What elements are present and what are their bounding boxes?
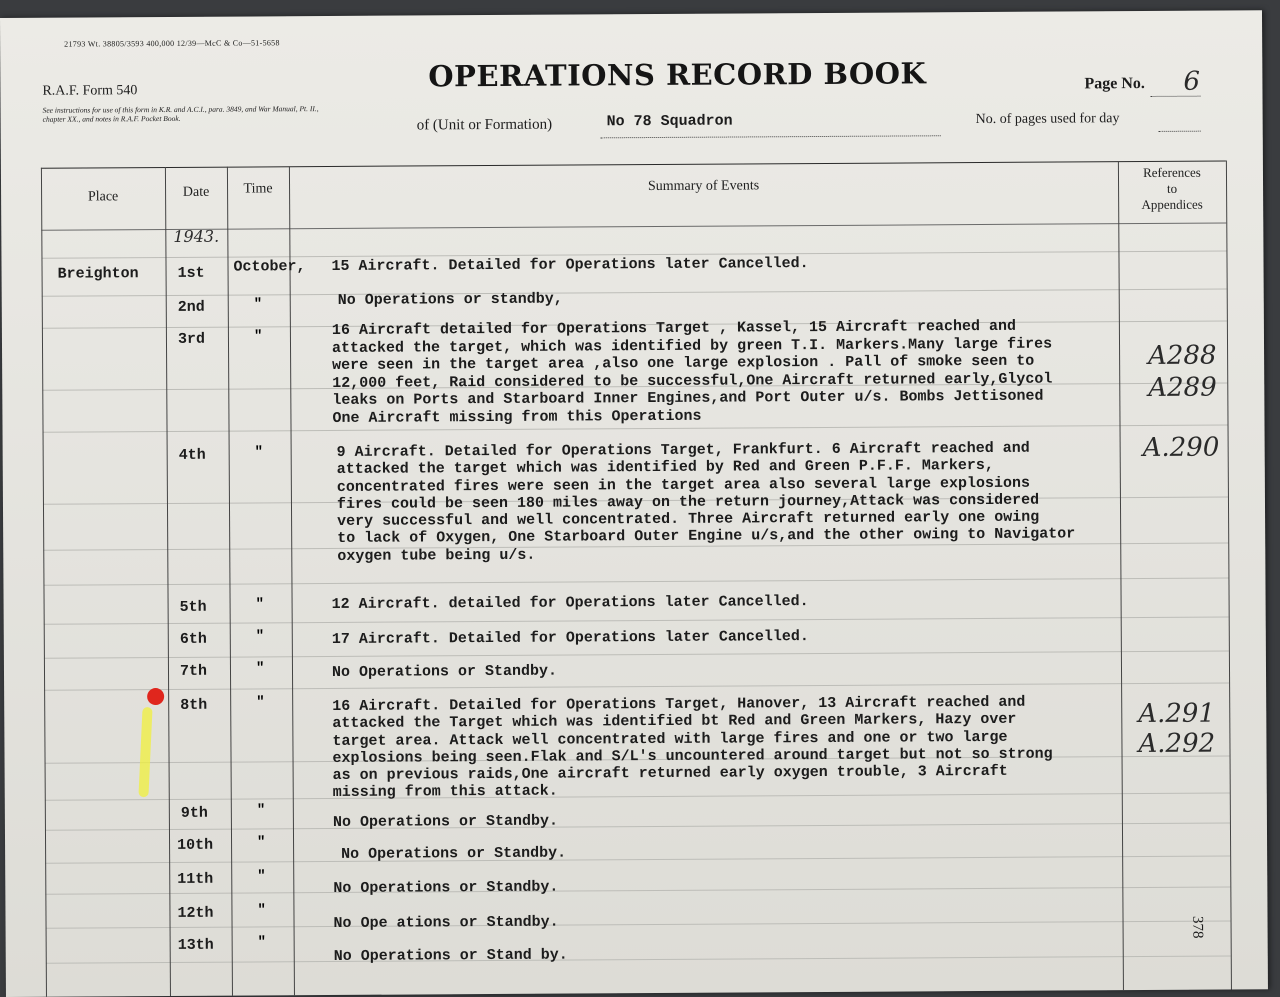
date-cell: 10th — [177, 836, 214, 854]
table-top-rule — [41, 161, 1226, 169]
summary-line: leaks on Ports and Starboard Inner Engines,and Port Outer u/s. Bombs Jettisoned — [332, 387, 1044, 409]
col-header-summary: Summary of Events — [647, 178, 760, 195]
ditto-mark: " — [255, 660, 265, 677]
print-info: 21793 Wt. 38805/3593 400,000 12/39—McC & Co—51-5658 — [64, 38, 280, 49]
pages-used-label: No. of pages used for day — [975, 111, 1120, 128]
col-header-time: Time — [243, 181, 273, 197]
place-date-divider — [165, 167, 171, 996]
page-title: OPERATIONS RECORD BOOK — [428, 56, 927, 94]
time-summary-divider — [289, 166, 295, 995]
summary-line: fires could be seen 180 miles away on the return journey,Attack was considered — [336, 491, 1040, 513]
ditto-mark: " — [257, 868, 266, 885]
row-rule — [43, 578, 1228, 586]
summary-line: 16 Aircraft detailed for Operations Target , Kassel, 15 Aircraft reached and — [331, 317, 1017, 339]
summary-ref-divider — [1118, 161, 1124, 990]
date-cell: 13th — [177, 936, 214, 954]
date-time-divider — [227, 167, 233, 996]
row-rule — [45, 823, 1230, 831]
summary-line: very successful and well concentrated. Three Aircraft returned early one owing — [337, 508, 1040, 531]
month-value: October, — [233, 258, 306, 276]
summary-line: 15 Aircraft. Detailed for Operations later Cancelled. — [331, 255, 809, 275]
summary-line: No Operations or Standby. — [332, 812, 559, 831]
page-number-label: Page No. — [1084, 75, 1145, 93]
ditto-mark: " — [256, 834, 266, 851]
appendix-ref: A288 — [1147, 340, 1217, 371]
summary-line: oxygen tube being u/s. — [337, 546, 536, 565]
red-dot-marker — [147, 688, 164, 705]
summary-block — [332, 694, 1053, 802]
summary-line: attacked the Target which was identified bt Red and Green Markers, Hazy over — [332, 711, 1017, 733]
summary-line: concentrated fires were seen in the target area also several large explosions — [336, 474, 1031, 496]
summary-line: were seen in the target area ,also one large explosion . Pall of smoke seen to — [332, 352, 1035, 374]
summary-line: as on previous raids,One aircraft returned early oxygen trouble, 3 Aircraft — [332, 763, 1008, 785]
date-cell: 7th — [179, 662, 208, 680]
date-cell: 1st — [177, 264, 205, 282]
summary-block — [332, 318, 1053, 427]
ditto-mark: " — [253, 296, 263, 313]
date-cell: 2nd — [177, 298, 205, 316]
summary-line: missing from this attack. — [332, 783, 558, 802]
summary-line: 12,000 feet, Raid considered to be successful,One Aircraft returned early,Glycol — [332, 370, 1053, 392]
ditto-mark: " — [255, 628, 265, 645]
date-cell: 9th — [180, 804, 208, 822]
ditto-mark: " — [254, 444, 264, 461]
form-instructions: See instructions for use of this form in K.R. and A.C.I., para. 3849, and War Manual, Pt. II., chapter XX., and notes in R.A.F. Pocket Book. — [42, 104, 319, 124]
row-rule — [44, 617, 1229, 625]
row-rule — [44, 651, 1229, 659]
summary-line: One Aircraft missing from this Operations — [332, 407, 702, 427]
summary-line: target area. Attack well concentrated with large fires and one or two large — [332, 728, 1008, 750]
row-rule — [45, 887, 1230, 895]
ditto-mark: " — [256, 802, 266, 819]
row-rule — [46, 920, 1231, 928]
summary-line: 9 Aircraft. Detailed for Operations Target, Frankfurt. 6 Aircraft reached and — [336, 439, 1030, 461]
unit-value: No 78 Squadron — [606, 112, 733, 131]
summary-line: 17 Aircraft. Detailed for Operations later Cancelled. — [331, 628, 809, 648]
highlighter-mark — [138, 707, 152, 797]
pencil-page-number: 378 — [1189, 915, 1206, 939]
appendix-ref: A.290 — [1142, 432, 1220, 464]
col-header-place: Place — [87, 189, 119, 205]
summary-line: to lack of Oxygen, One Starboard Outer Engine u/s,and the other owing to Navigator — [337, 525, 1076, 548]
summary-line: No Operations or Standby. — [333, 878, 559, 897]
ditto-mark: " — [256, 694, 265, 711]
place-value: Breighton — [57, 265, 139, 283]
summary-line: 16 Aircraft. Detailed for Operations Target, Hanover, 13 Aircraft reached and — [332, 693, 1026, 715]
summary-line: No Operations or Standby. — [341, 844, 567, 863]
unit-dotted-line — [601, 135, 941, 138]
appendix-ref: A.291 — [1138, 698, 1216, 730]
summary-block — [337, 439, 1076, 565]
summary-line: attacked the target, which was identified by green T.I. Markers.Many large fires — [331, 335, 1053, 357]
date-cell: 12th — [177, 904, 214, 922]
summary-line: No Ope ations or Standby. — [333, 913, 559, 932]
date-cell: 6th — [179, 630, 207, 648]
summary-line: No Operations or standby, — [337, 290, 563, 309]
row-rule — [45, 856, 1230, 864]
col-header-date: Date — [182, 184, 210, 200]
page-dotted-line — [1150, 96, 1200, 97]
summary-line: attacked the target which was identified by Red and Green P.F.F. Markers, — [336, 457, 994, 479]
summary-line: No Operations or Standby. — [331, 662, 558, 681]
unit-label: of (Unit or Formation) — [416, 116, 553, 134]
ditto-mark: " — [257, 902, 266, 919]
ditto-mark: " — [253, 328, 263, 345]
date-cell: 4th — [178, 446, 206, 464]
summary-line: explosions being seen.Flak and S/L's uncountered around target but not so strong — [332, 745, 1053, 767]
appendix-ref: A.292 — [1138, 728, 1216, 760]
summary-line: 12 Aircraft. detailed for Operations later Cancelled. — [331, 593, 809, 613]
date-cell: 11th — [177, 870, 214, 888]
col-header-references — [1118, 165, 1226, 214]
table-right-border — [1226, 161, 1232, 990]
ref-header-line: References — [1143, 164, 1201, 181]
date-cell: 3rd — [177, 330, 206, 348]
row-rule — [46, 955, 1231, 963]
ref-header-line: to — [1166, 180, 1178, 196]
year: 1943. — [173, 226, 220, 246]
summary-line: No Operations or Stand by. — [333, 946, 568, 965]
row-rule — [44, 683, 1229, 691]
row-rule — [42, 289, 1227, 297]
ditto-mark: " — [255, 596, 265, 613]
ref-header-line: Appendices — [1141, 196, 1203, 213]
pages-used-dotted-line — [1159, 131, 1201, 132]
appendix-ref: A289 — [1148, 372, 1217, 403]
table-left-border — [41, 168, 47, 997]
record-page — [0, 10, 1268, 997]
row-rule — [43, 425, 1228, 433]
date-cell: 8th — [180, 696, 208, 714]
ditto-mark: " — [257, 934, 267, 951]
date-cell: 5th — [179, 598, 207, 616]
form-number: R.A.F. Form 540 — [42, 83, 138, 99]
page-number-value: 6 — [1183, 66, 1201, 97]
